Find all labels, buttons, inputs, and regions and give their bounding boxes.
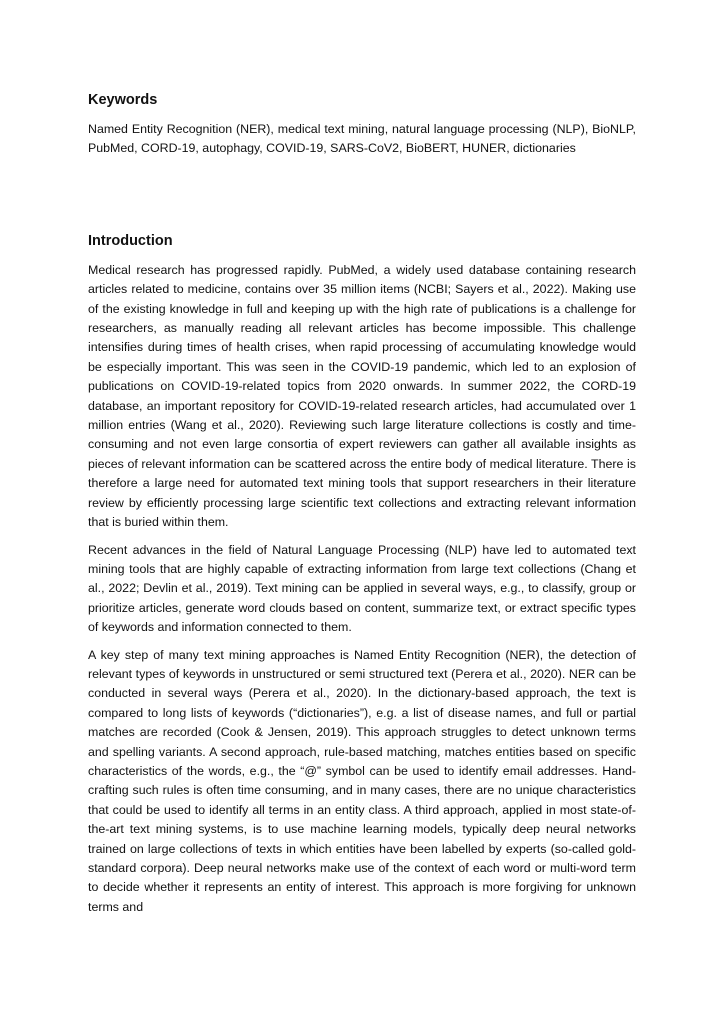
introduction-paragraph-2: Recent advances in the field of Natural Language Processing (NLP) have led to automated text mining tools that are highly capable of extracting information from large text collections (Chang et al., 2022; Devlin et al., 2019). Text mining can be applied in several ways, e.g., to classify, group or prioritize articles, generate word clouds based on content, summarize text, or extract specific types of keywords and information connected to them. <box>88 542 636 635</box>
page-content <box>88 88 636 917</box>
introduction-heading: Introduction <box>88 232 173 249</box>
keywords-text: Named Entity Recognition (NER), medical text mining, natural language processing (NLP), BioNLP, PubMed, CORD-19, autophagy, COVID-19, SARS-CoV2, BioBERT, HUNER, dictionaries <box>88 122 636 156</box>
introduction-paragraph-3: A key step of many text mining approaches is Named Entity Recognition (NER), the detection of relevant types of keywords in unstructured or semi structured text (Perera et al., 2020). NER can be conducted in several ways (Perera et al., 2020). In the dictionary-based approach, the text is compared to long lists of keywords (“dictionaries”), e.g. a list of disease names, and full or partial matches are recorded (Cook & Jensen, 2019). This approach struggles to detect unknown terms and spelling variants. A second approach, rule-based matching, matches entities based on specific characteristics of the words, e.g., the “@” symbol can be used to identify email addresses. Hand-crafting such rules is often time consuming, and in many cases, there are no unique characteristics that could be used to identify all terms in an entity class. A third approach, applied in most state-of-the-art text mining systems, is to use machine learning models, typically deep neural networks trained on large collections of texts in which entities have been labelled by experts (so-called gold-standard corpora). Deep neural networks make use of the context of each word or multi-word term to decide whether it represents an entity of interest. This approach is more forgiving for unknown terms and <box>88 647 636 914</box>
keywords-heading: Keywords <box>88 92 158 108</box>
introduction-paragraph-1: Medical research has progressed rapidly. PubMed, a widely used database containing research articles related to medicine, contains over 35 million items (NCBI; Sayers et al., 2022). Making use of the existing knowledge in full and keeping up with the high rate of publications is a challenge for researchers, as manually reading all relevant articles has become impossible. This challenge intensifies during times of health crises, when rapid processing of accumulating knowledge would be especially important. This was seen in the COVID-19 pandemic, which led to an explosion of publications on COVID-19-related topics from 2020 onwards. In summer 2022, the CORD-19 database, an important repository for COVID-19-related research articles, had accumulated over 1 million entries (Wang et al., 2020). Reviewing such large literature collections is costly and time-consuming and not even large consortia of expert reviewers can gather all available insights as pieces of relevant information can be scattered across the entire body of medical literature. There is therefore a large need for automated text mining tools that support researchers in their literature review by efficiently processing large scientific text collections and extracting relevant information that is buried within them. <box>88 262 636 530</box>
